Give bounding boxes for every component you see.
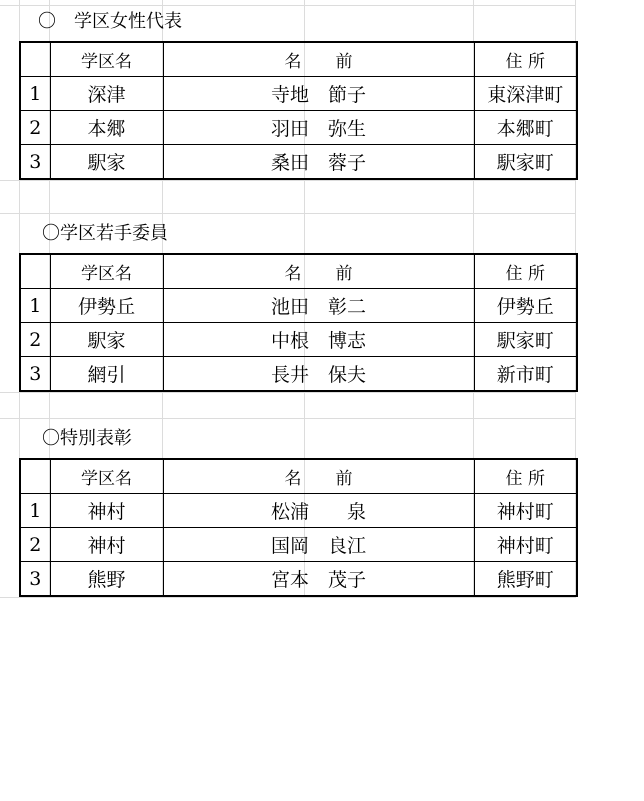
roster-table-special-award — [19, 458, 578, 597]
table-row — [20, 494, 577, 528]
header-area: 学区名 — [50, 42, 163, 77]
row-name: 国岡 良江 — [163, 528, 474, 562]
header-name: 名 前 — [163, 459, 474, 494]
row-name: 桑田 蓉子 — [163, 145, 474, 180]
header-address: 住 所 — [474, 42, 577, 77]
row-area: 熊野 — [50, 562, 163, 597]
section-title-special-award: 〇特別表彰 — [42, 428, 132, 449]
row-address: 伊勢丘 — [474, 289, 577, 323]
table-row — [20, 528, 577, 562]
header-area: 学区名 — [50, 254, 163, 289]
grid-row-line — [0, 392, 576, 393]
grid-row-line — [0, 418, 576, 419]
row-name: 中根 博志 — [163, 323, 474, 357]
row-name: 寺地 節子 — [163, 77, 474, 111]
table-row — [20, 77, 577, 111]
row-address: 神村町 — [474, 528, 577, 562]
row-name: 長井 保夫 — [163, 357, 474, 392]
row-number: 3 — [20, 562, 50, 597]
row-area: 駅家 — [50, 145, 163, 180]
row-area: 神村 — [50, 494, 163, 528]
row-address: 新市町 — [474, 357, 577, 392]
row-number: 3 — [20, 145, 50, 180]
row-number: 2 — [20, 528, 50, 562]
grid-row-line — [0, 213, 576, 214]
row-number: 3 — [20, 357, 50, 392]
roster-table-women-representatives — [19, 41, 578, 180]
grid-row-line — [0, 5, 576, 6]
roster-table-young-committee — [19, 253, 578, 392]
header-name: 名 前 — [163, 254, 474, 289]
row-number: 1 — [20, 77, 50, 111]
header-area: 学区名 — [50, 459, 163, 494]
row-address: 東深津町 — [474, 77, 577, 111]
header-address: 住 所 — [474, 459, 577, 494]
table-row — [20, 145, 577, 180]
row-address: 神村町 — [474, 494, 577, 528]
row-address: 本郷町 — [474, 111, 577, 145]
header-number — [20, 254, 50, 289]
row-area: 駅家 — [50, 323, 163, 357]
row-name: 松浦 泉 — [163, 494, 474, 528]
section-title-young-committee: 〇学区若手委員 — [42, 223, 168, 244]
header-name: 名 前 — [163, 42, 474, 77]
section-title-women-representatives: 〇 学区女性代表 — [38, 11, 182, 32]
row-area: 神村 — [50, 528, 163, 562]
row-address: 熊野町 — [474, 562, 577, 597]
row-number: 2 — [20, 323, 50, 357]
table-row — [20, 357, 577, 392]
table-row — [20, 323, 577, 357]
row-address: 駅家町 — [474, 323, 577, 357]
row-area: 深津 — [50, 77, 163, 111]
row-number: 2 — [20, 111, 50, 145]
row-name: 宮本 茂子 — [163, 562, 474, 597]
row-area: 伊勢丘 — [50, 289, 163, 323]
table-row — [20, 289, 577, 323]
row-number: 1 — [20, 289, 50, 323]
grid-row-line — [0, 180, 576, 181]
row-number: 1 — [20, 494, 50, 528]
header-address: 住 所 — [474, 254, 577, 289]
table-header-row — [20, 254, 577, 289]
grid-row-line — [0, 597, 576, 598]
header-number — [20, 459, 50, 494]
row-name: 羽田 弥生 — [163, 111, 474, 145]
table-header-row — [20, 42, 577, 77]
row-name: 池田 彰二 — [163, 289, 474, 323]
row-area: 本郷 — [50, 111, 163, 145]
row-address: 駅家町 — [474, 145, 577, 180]
header-number — [20, 42, 50, 77]
table-row — [20, 111, 577, 145]
table-row — [20, 562, 577, 597]
table-header-row — [20, 459, 577, 494]
row-area: 網引 — [50, 357, 163, 392]
